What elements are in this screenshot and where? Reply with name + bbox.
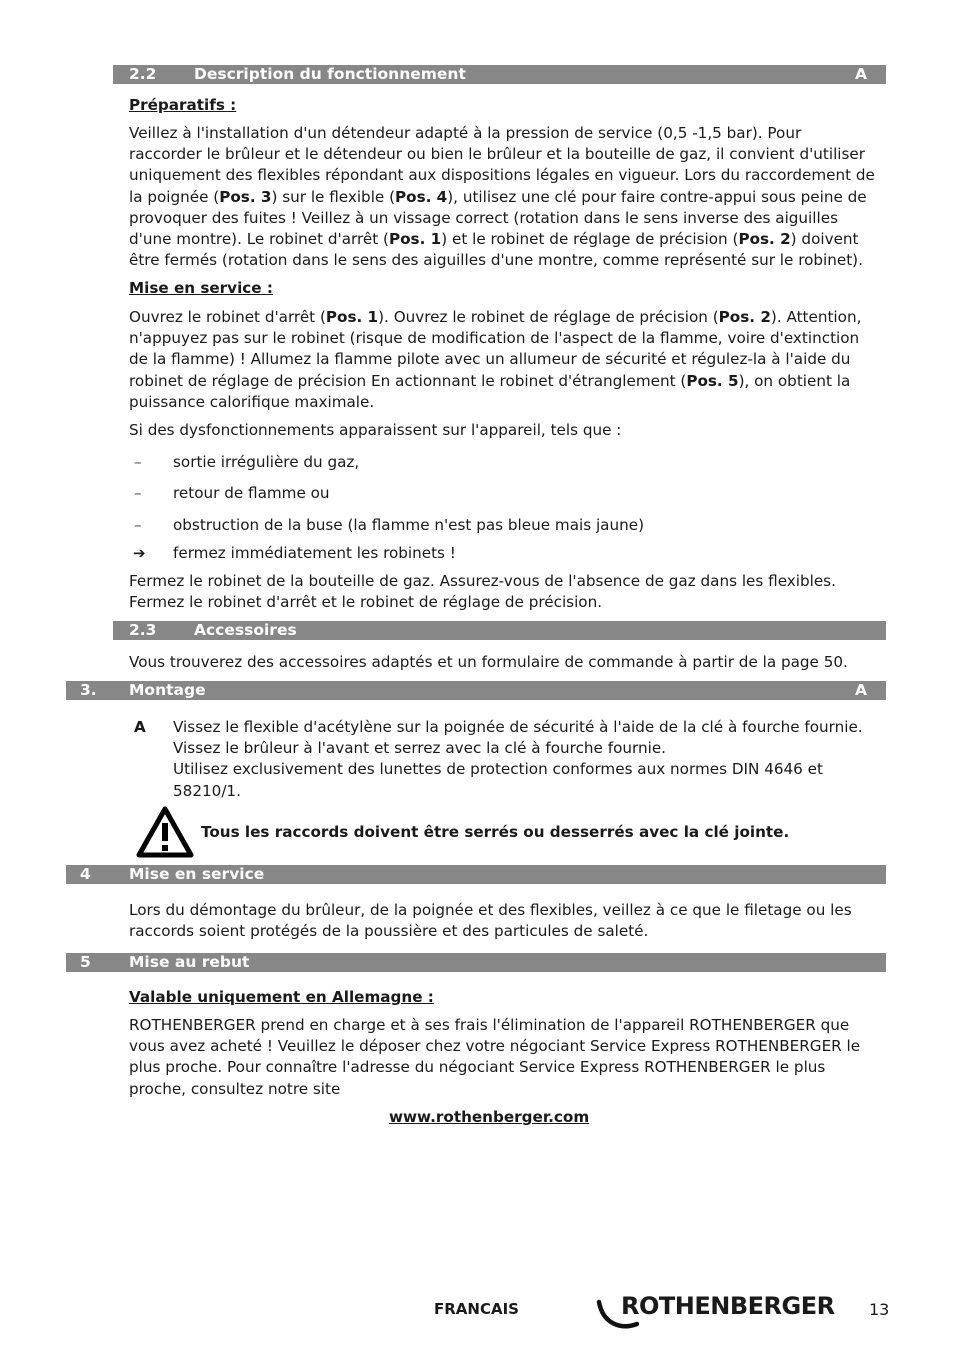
position-ref: Pos. 3 — [219, 187, 272, 206]
text-line: Fermez le robinet de la bouteille de gaz. Assurez-vous de l'absence de gaz dans les flexibles. — [129, 572, 836, 590]
text-line — [129, 328, 886, 349]
section-title: Mise au rebut — [129, 953, 250, 971]
text-line — [129, 307, 886, 328]
website-link[interactable]: www.rothenberger.com — [389, 1108, 590, 1126]
text-line: Utilisez exclusivement des lunettes de protection conformes aux normes DIN 4646 et — [173, 760, 823, 779]
section-number: 2.2 — [129, 65, 157, 83]
step-label: A — [134, 718, 146, 736]
text-segment: robinet de réglage de précision En actionnant le robinet d'étranglement ( — [129, 371, 687, 390]
text-segment: ), utilisez une clé pour faire contre-appui sous peine de — [447, 187, 867, 206]
bullet-dash: – — [134, 484, 142, 502]
text-line: Lors du démontage du brûleur, de la poignée et des flexibles, veillez à ce que le filetage ou les — [129, 901, 852, 919]
text-segment: Ouvrez le robinet d'arrêt ( — [129, 308, 326, 326]
rothenberger-logo — [595, 1294, 835, 1334]
warning-icon — [136, 806, 194, 858]
text-segment: raccorder le brûleur et le détendeur ou bien le brûleur et la bouteille de gaz, il convient d'utiliser — [129, 145, 866, 164]
section-title: Mise en service — [129, 865, 265, 883]
text-line: vous avez acheté ! Veuillez le déposer chez votre négociant Service Express ROTHENBERGER le — [129, 1037, 861, 1056]
text-segment: la poignée ( — [129, 187, 220, 206]
text-segment: provoquer des fuites ! Veillez à un vissage correct (rotation dans le sens inverse des aiguilles — [129, 208, 838, 227]
text-line — [129, 392, 886, 413]
malfunction-intro: Si des dysfonctionnements apparaissent sur l'appareil, tels que : — [129, 421, 622, 439]
text-line — [129, 349, 886, 370]
text-line — [129, 208, 886, 229]
section-bar-2-2 — [113, 65, 886, 84]
text-line: Vissez le flexible d'acétylène sur la poignée de sécurité à l'aide de la clé à fourche fournie. — [173, 718, 863, 736]
section-title: Accessoires — [194, 621, 297, 639]
text-line: 58210/1. — [173, 781, 241, 800]
section-bar-2-3 — [113, 621, 886, 640]
text-segment: d'une montre). Le robinet d'arrêt ( — [129, 230, 389, 249]
mise-en-service-heading: Mise en service : — [129, 279, 273, 297]
list-item: retour de flamme ou — [173, 484, 330, 502]
text-segment: ) et le robinet de réglage de précision ( — [441, 230, 739, 249]
warning-text: Tous les raccords doivent être serrés ou desserrés avec la clé jointe. — [201, 823, 790, 841]
figure-ref: A — [855, 65, 867, 83]
section-title: Description du fonctionnement — [194, 65, 466, 83]
text-line — [129, 187, 886, 208]
section-number: 2.3 — [129, 621, 157, 639]
text-line — [129, 371, 886, 392]
montage-instructions — [173, 717, 883, 802]
text-line — [129, 123, 886, 144]
position-ref: Pos. 1 — [325, 308, 379, 326]
text-segment: Veillez à l'installation d'un détendeur adapté à la pression de service (0,5 -1,5 bar). Pour — [129, 124, 802, 142]
text-line: proche, consultez notre site — [129, 1079, 341, 1098]
text-segment: être fermés (rotation dans le sens des aiguilles d'une montre, comme représenté sur le robinet). — [129, 251, 863, 270]
text-segment: ) doivent — [790, 230, 859, 249]
text-segment: ). Ouvrez le robinet de réglage de précision ( — [378, 308, 719, 326]
action-item: fermez immédiatement les robinets ! — [173, 544, 456, 562]
mise-en-service-paragraph — [129, 307, 886, 413]
section-number: 4 — [80, 865, 91, 883]
bullet-dash: – — [134, 453, 142, 471]
text-segment: n'appuyez pas sur le robinet (risque de modification de l'aspect de la flamme, voire d'extinction — [129, 329, 860, 348]
position-ref: Pos. 5 — [686, 371, 739, 390]
arrow-right-icon: ➔ — [133, 544, 146, 562]
section-bar-3 — [66, 681, 886, 700]
text-line: plus proche. Pour connaître l'adresse du négociant Service Express ROTHENBERGER le plus — [129, 1058, 826, 1077]
text-line: ROTHENBERGER prend en charge et à ses frais l'élimination de l'appareil ROTHENBERGER que — [129, 1016, 850, 1034]
text-segment: uniquement des flexibles répondant aux dispositions légales en vigueur. Lors du raccordement de — [129, 166, 875, 185]
preparatifs-heading: Préparatifs : — [129, 96, 237, 114]
text-line: Vissez le brûleur à l'avant et serrez avec la clé à fourche fournie. — [173, 739, 666, 758]
section-title: Montage — [129, 681, 206, 699]
list-item: sortie irrégulière du gaz, — [173, 453, 360, 471]
text-segment: ) sur le flexible ( — [271, 187, 396, 206]
text-line — [129, 250, 886, 271]
text-segment: ), on obtient la — [738, 371, 851, 390]
position-ref: Pos. 4 — [395, 187, 448, 206]
text-line: Fermez le robinet d'arrêt et le robinet de réglage de précision. — [129, 593, 603, 612]
preparatifs-paragraph — [129, 123, 886, 271]
position-ref: Pos. 2 — [718, 308, 771, 326]
figure-ref: A — [855, 681, 867, 699]
mise-en-service-text — [129, 900, 886, 942]
disposal-paragraph — [129, 1015, 886, 1100]
position-ref: Pos. 2 — [738, 230, 791, 249]
text-segment: ). Attention, — [770, 308, 862, 326]
text-line — [129, 229, 886, 250]
bullet-dash: – — [134, 516, 142, 534]
text-line: raccords soient protégés de la poussière et des particules de saleté. — [129, 922, 649, 941]
footer-language: FRANCAIS — [434, 1300, 519, 1318]
section-bar-4 — [66, 865, 886, 884]
closing-paragraph — [129, 571, 886, 613]
page-number: 13 — [869, 1300, 890, 1319]
allemagne-heading: Valable uniquement en Allemagne : — [129, 988, 434, 1006]
list-item: obstruction de la buse (la flamme n'est pas bleue mais jaune) — [173, 516, 645, 534]
logo-text: ROTHENBERGER — [621, 1292, 835, 1320]
section-number: 5 — [80, 953, 91, 971]
text-segment: de la flamme) ! Allumez la flamme pilote avec un allumeur de sécurité et régulez-la à l'aide du — [129, 350, 851, 369]
position-ref: Pos. 1 — [388, 230, 442, 249]
section-bar-5 — [66, 953, 886, 972]
text-line — [129, 144, 886, 165]
text-line — [129, 165, 886, 186]
accessoires-text: Vous trouverez des accessoires adaptés et un formulaire de commande à partir de la page 50. — [129, 653, 848, 671]
section-number: 3. — [80, 681, 97, 699]
text-segment: puissance calorifique maximale. — [129, 392, 375, 411]
